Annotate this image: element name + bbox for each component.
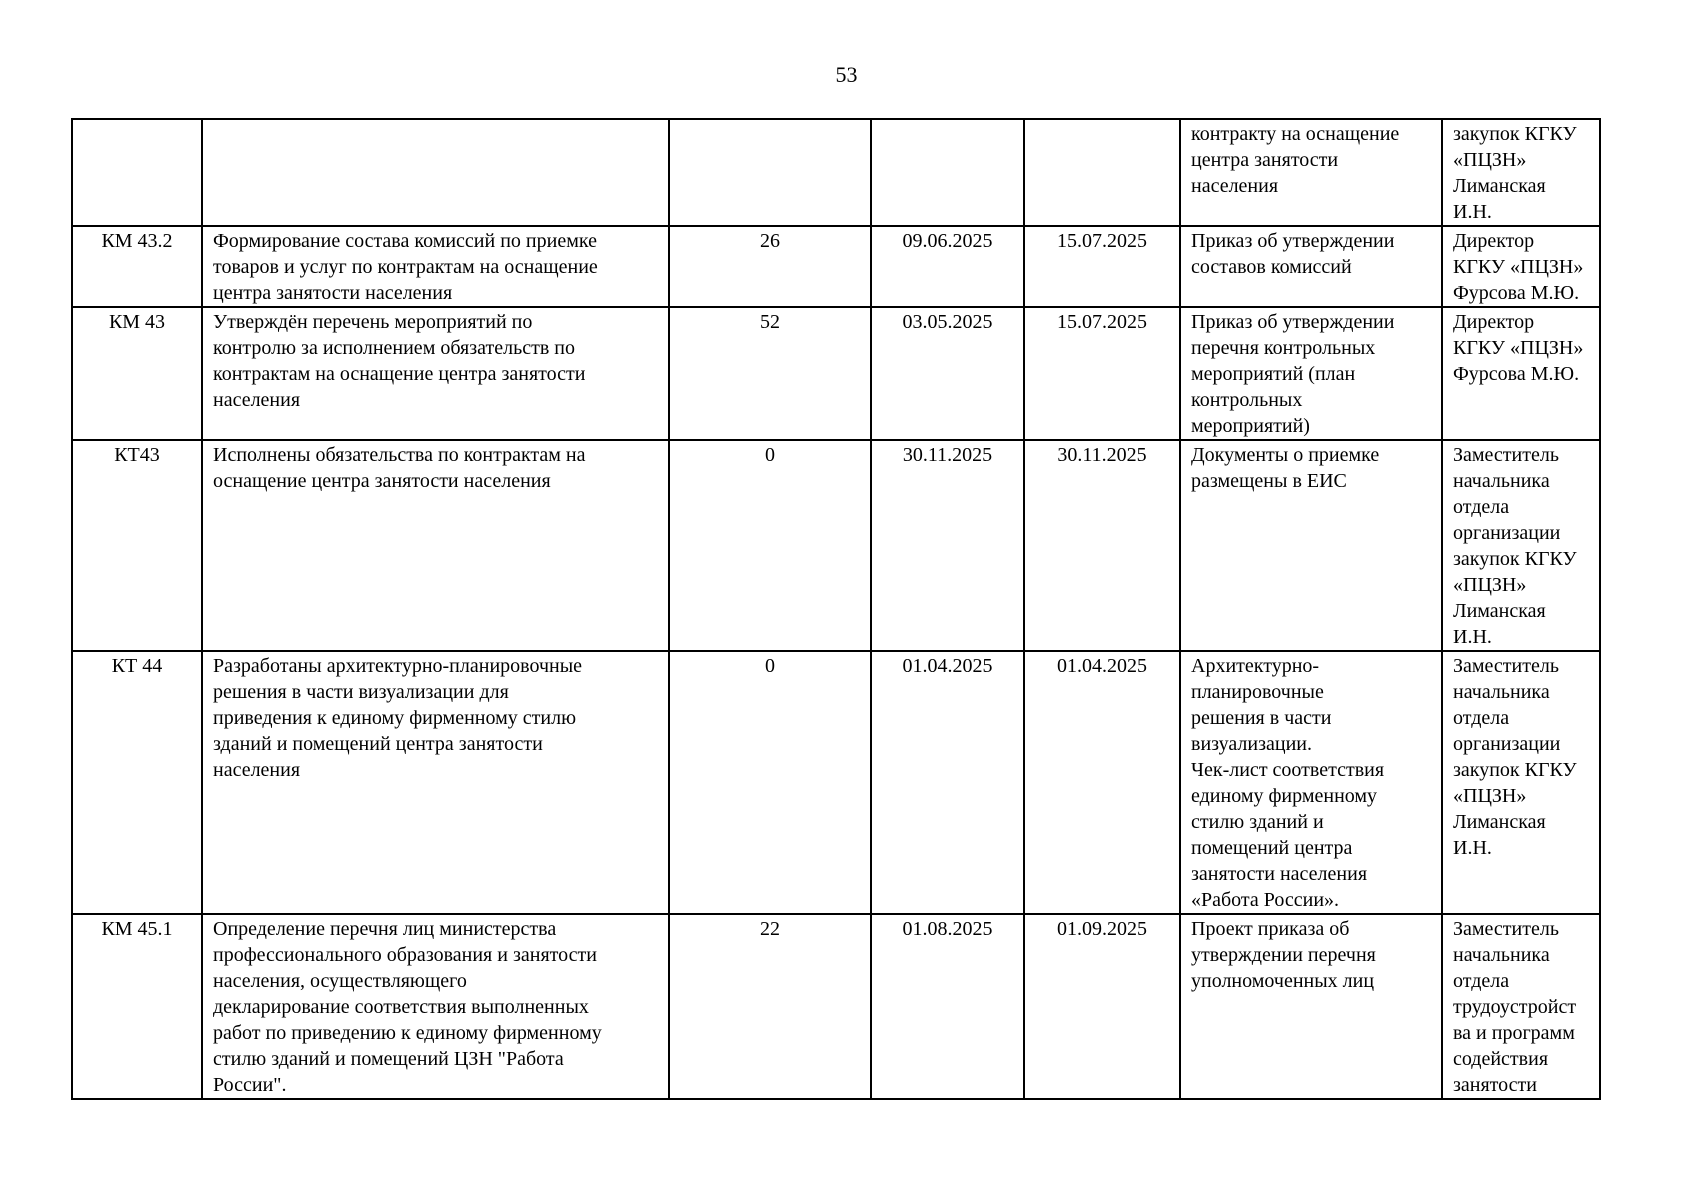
row-responsible-line: начальника <box>1453 470 1550 492</box>
row-responsible-line: отдела <box>1453 970 1510 992</box>
row-end-date: 01.09.2025 <box>1024 914 1180 1099</box>
row-result-line: Архитектурно- <box>1191 655 1320 677</box>
row-responsible-line: Заместитель <box>1453 655 1559 677</box>
table-row <box>72 226 1600 307</box>
row-start-date: 01.08.2025 <box>871 914 1024 1099</box>
row-result-line: мероприятий) <box>1191 415 1310 437</box>
row-activity <box>202 914 669 1099</box>
row-result-line: Приказ об утверждении <box>1191 311 1395 333</box>
row-responsible <box>1442 914 1600 1099</box>
row-result-line: стилю зданий и <box>1191 811 1324 833</box>
row-responsible-line: занятости <box>1453 1074 1537 1096</box>
row-result-line: контракту на оснащение <box>1191 123 1400 145</box>
table-row <box>72 307 1600 440</box>
row-responsible <box>1442 119 1600 226</box>
row-code: КТ 44 <box>72 651 202 914</box>
row-responsible-line: И.Н. <box>1453 626 1492 648</box>
row-end-date: 01.04.2025 <box>1024 651 1180 914</box>
row-responsible-line: Фурсова М.Ю. <box>1453 282 1580 304</box>
row-activity-line: контролю за исполнением обязательств по <box>213 337 575 359</box>
row-responsible-line: отдела <box>1453 707 1510 729</box>
schedule-table <box>71 118 1601 1100</box>
row-result-line: решения в части <box>1191 707 1332 729</box>
row-result-line: центра занятости <box>1191 149 1339 171</box>
row-code <box>72 119 202 226</box>
row-result <box>1180 914 1442 1099</box>
row-responsible-line: КГКУ «ПЦЗН» <box>1453 256 1584 278</box>
row-responsible-line: Фурсова М.Ю. <box>1453 363 1580 385</box>
row-result-line: Приказ об утверждении <box>1191 230 1395 252</box>
row-responsible-line: закупок КГКУ <box>1453 123 1577 145</box>
row-activity-line: профессионального образования и занятости <box>213 944 597 966</box>
row-activity-line: декларирование соответствия выполненных <box>213 996 589 1018</box>
row-result-line: визуализации. <box>1191 733 1312 755</box>
row-responsible-line: организации <box>1453 522 1561 544</box>
row-responsible <box>1442 440 1600 651</box>
row-duration: 22 <box>669 914 871 1099</box>
row-result-line: единому фирменному <box>1191 785 1378 807</box>
row-end-date: 30.11.2025 <box>1024 440 1180 651</box>
row-responsible <box>1442 226 1600 307</box>
row-activity-line: населения, осуществляющего <box>213 970 467 992</box>
row-responsible-line: Лиманская <box>1453 175 1546 197</box>
table-row <box>72 440 1600 651</box>
row-result <box>1180 307 1442 440</box>
row-result-line: занятости населения <box>1191 863 1368 885</box>
row-start-date: 09.06.2025 <box>871 226 1024 307</box>
row-result <box>1180 119 1442 226</box>
row-responsible-line: Лиманская <box>1453 811 1546 833</box>
row-activity-line: центра занятости населения <box>213 282 453 304</box>
row-code: КМ 43 <box>72 307 202 440</box>
row-start-date: 03.05.2025 <box>871 307 1024 440</box>
row-code: КМ 43.2 <box>72 226 202 307</box>
row-activity-line: населения <box>213 759 301 781</box>
row-activity <box>202 226 669 307</box>
row-result-line: перечня контрольных <box>1191 337 1376 359</box>
row-responsible-line: «ПЦЗН» <box>1453 574 1527 596</box>
row-responsible <box>1442 651 1600 914</box>
row-activity-line: товаров и услуг по контрактам на оснащение <box>213 256 598 278</box>
row-responsible-line: Заместитель <box>1453 918 1559 940</box>
table-row <box>72 651 1600 914</box>
row-responsible-line: ва и программ <box>1453 1022 1575 1044</box>
row-result-line: Чек-лист соответствия <box>1191 759 1385 781</box>
row-responsible-line: Директор <box>1453 230 1535 252</box>
row-result <box>1180 226 1442 307</box>
row-activity-line: Разработаны архитектурно-планировочные <box>213 655 583 677</box>
row-duration: 0 <box>669 651 871 914</box>
row-code: КТ43 <box>72 440 202 651</box>
row-duration: 52 <box>669 307 871 440</box>
row-responsible-line: И.Н. <box>1453 201 1492 223</box>
row-end-date <box>1024 119 1180 226</box>
row-responsible-line: Лиманская <box>1453 600 1546 622</box>
row-result-line: Проект приказа об <box>1191 918 1350 940</box>
row-activity <box>202 440 669 651</box>
table-row <box>72 119 1600 226</box>
row-end-date: 15.07.2025 <box>1024 226 1180 307</box>
row-responsible-line: «ПЦЗН» <box>1453 149 1527 171</box>
row-result-line: контрольных <box>1191 389 1303 411</box>
row-activity <box>202 651 669 914</box>
row-activity-line: Исполнены обязательства по контрактам на <box>213 444 586 466</box>
row-duration: 0 <box>669 440 871 651</box>
row-responsible-line: КГКУ «ПЦЗН» <box>1453 337 1584 359</box>
row-result <box>1180 651 1442 914</box>
row-responsible-line: «ПЦЗН» <box>1453 785 1527 807</box>
row-result-line: утверждении перечня <box>1191 944 1376 966</box>
row-activity-line: стилю зданий и помещений ЦЗН "Работа <box>213 1048 564 1070</box>
row-activity-line: России". <box>213 1074 287 1096</box>
row-responsible-line: Директор <box>1453 311 1535 333</box>
row-responsible-line: закупок КГКУ <box>1453 548 1577 570</box>
row-start-date: 01.04.2025 <box>871 651 1024 914</box>
row-result <box>1180 440 1442 651</box>
row-responsible-line: Заместитель <box>1453 444 1559 466</box>
row-responsible-line: организации <box>1453 733 1561 755</box>
row-result-line: уполномоченных лиц <box>1191 970 1375 992</box>
row-result-line: мероприятий (план <box>1191 363 1356 385</box>
row-activity-line: населения <box>213 389 301 411</box>
row-activity-line: Формирование состава комиссий по приемке <box>213 230 597 252</box>
row-start-date <box>871 119 1024 226</box>
page-number: 53 <box>835 62 858 87</box>
row-result-line: Документы о приемке <box>1191 444 1380 466</box>
row-activity-line: контрактам на оснащение центра занятости <box>213 363 586 385</box>
row-responsible-line: И.Н. <box>1453 837 1492 859</box>
row-code: КМ 45.1 <box>72 914 202 1099</box>
row-activity-line: оснащение центра занятости населения <box>213 470 551 492</box>
row-activity <box>202 307 669 440</box>
row-responsible-line: отдела <box>1453 496 1510 518</box>
row-activity-line: работ по приведению к единому фирменному <box>213 1022 602 1044</box>
row-activity-line: решения в части визуализации для <box>213 681 509 703</box>
row-end-date: 15.07.2025 <box>1024 307 1180 440</box>
row-result-line: помещений центра <box>1191 837 1353 859</box>
row-responsible-line: содействия <box>1453 1048 1549 1070</box>
table-row <box>72 914 1600 1099</box>
row-duration: 26 <box>669 226 871 307</box>
row-activity <box>202 119 669 226</box>
row-responsible-line: начальника <box>1453 944 1550 966</box>
row-activity-line: Определение перечня лиц министерства <box>213 918 557 940</box>
row-result-line: планировочные <box>1191 681 1324 703</box>
row-responsible <box>1442 307 1600 440</box>
row-responsible-line: начальника <box>1453 681 1550 703</box>
row-result-line: составов комиссий <box>1191 256 1352 278</box>
row-start-date: 30.11.2025 <box>871 440 1024 651</box>
row-result-line: «Работа России». <box>1191 889 1340 911</box>
row-result-line: населения <box>1191 175 1279 197</box>
row-responsible-line: закупок КГКУ <box>1453 759 1577 781</box>
row-activity-line: Утверждён перечень мероприятий по <box>213 311 533 333</box>
row-activity-line: зданий и помещений центра занятости <box>213 733 543 755</box>
row-activity-line: приведения к единому фирменному стилю <box>213 707 577 729</box>
row-responsible-line: трудоустройст <box>1453 996 1577 1018</box>
row-result-line: размещены в ЕИС <box>1191 470 1347 492</box>
row-duration <box>669 119 871 226</box>
